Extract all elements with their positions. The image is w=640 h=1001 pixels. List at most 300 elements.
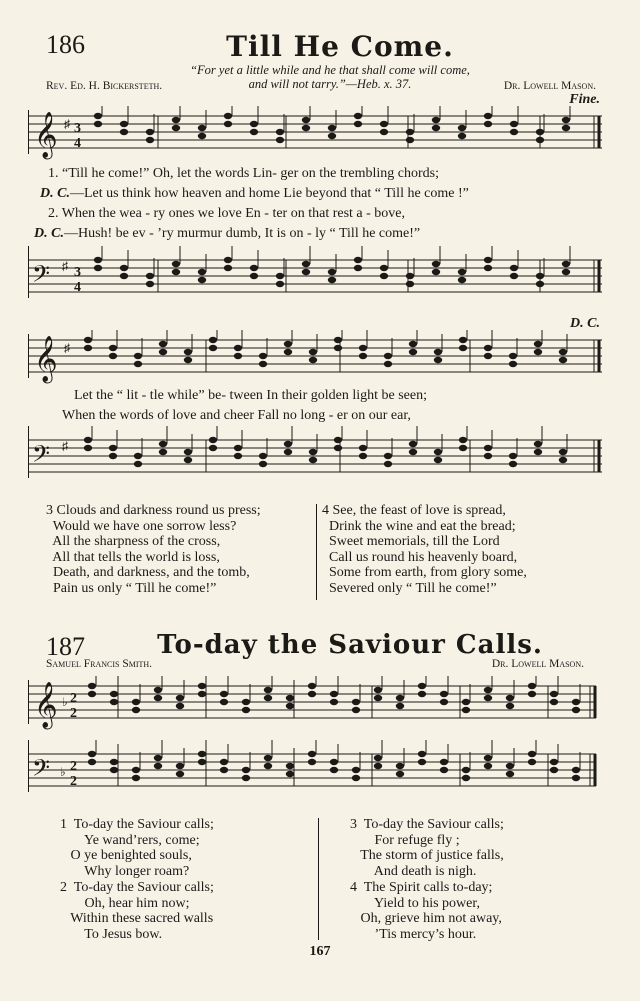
note-head [242,767,250,773]
note-head [559,449,567,455]
note-head [132,707,140,713]
note-head [334,437,342,443]
svg-text:♯: ♯ [62,259,68,273]
note-head [359,453,367,459]
note-head [462,707,470,713]
note-head [559,457,567,463]
hymn-186-lyric-line-6: When the words of love and cheer Fall no long - er on our ear, [62,408,411,423]
hymn-186-lyric-line-5: Let the “ lit - tle while” be- tween In their golden light be seen; [74,388,427,403]
note-head [109,345,117,351]
hymn-187-verse-3: 3 To-day the Saviour calls; For refuge fly ; The storm of justice falls, And death is nigh. [350,817,504,879]
note-head [134,453,142,459]
note-head [406,273,414,279]
hymn-187-treble-staff [28,676,602,736]
note-head [134,353,142,359]
note-head [440,699,448,705]
note-head [536,129,544,135]
note-head [528,751,536,757]
note-head [88,691,96,697]
note-head [110,699,118,705]
note-head [308,691,316,697]
note-head [276,273,284,279]
note-head [84,437,92,443]
note-head [334,337,342,343]
note-head [94,265,102,271]
verse-divider [316,504,317,600]
svg-text:𝄞: 𝄞 [34,682,58,728]
svg-text:𝄢: 𝄢 [32,440,51,473]
note-head [384,461,392,467]
note-head [506,695,514,701]
note-head [172,117,180,123]
note-head [536,273,544,279]
note-head [302,125,310,131]
note-head [506,703,514,709]
note-head [110,759,118,765]
note-head [550,759,558,765]
note-head [224,257,232,263]
note-head [209,445,217,451]
note-head [184,449,192,455]
hymn-187-composer: Dr. Lowell Mason. [491,658,584,670]
lyric-text: —Hush! be ev - ’ry murmur dumb, It is on - ly “ Till he come!” [63,226,421,241]
note-head [462,699,470,705]
note-head [286,763,294,769]
svg-text:𝄞: 𝄞 [34,336,58,382]
note-head [286,703,294,709]
hymn-186-epigraph-2: and will not tarry.”—Heb. x. 37. [248,77,412,91]
note-head [352,775,360,781]
note-head [484,687,492,693]
note-head [484,755,492,761]
note-head [359,345,367,351]
svg-text:𝄢: 𝄢 [32,260,51,293]
note-head [146,129,154,135]
note-head [198,691,206,697]
note-head [330,759,338,765]
note-head [198,759,206,765]
svg-text:♭: ♭ [60,765,66,779]
note-head [120,129,128,135]
note-head [159,441,167,447]
note-head [380,265,388,271]
note-head [396,763,404,769]
note-head [484,113,492,119]
note-head [120,273,128,279]
hymn-187-bass-staff [28,740,602,800]
note-head [264,695,272,701]
note-head [224,121,232,127]
note-head [559,357,567,363]
note-head [134,461,142,467]
note-head [198,269,206,275]
note-head [209,345,217,351]
note-head [354,265,362,271]
note-head [276,129,284,135]
note-head [484,353,492,359]
svg-text:♯: ♯ [64,117,70,131]
hymn-186-bass-staff-2 [28,426,602,486]
svg-text:♯: ♯ [64,341,70,355]
note-head [220,691,228,697]
lyric-text: 2. When the wea - ry ones we love En - ter on that rest a - bove, [48,206,406,221]
note-head [276,137,284,143]
note-head [409,449,417,455]
note-head [308,759,316,765]
note-head [284,341,292,347]
note-head [159,341,167,347]
note-head [434,357,442,363]
note-head [84,445,92,451]
note-head [224,265,232,271]
note-head [572,707,580,713]
note-head [484,763,492,769]
note-head [440,767,448,773]
svg-text:2: 2 [70,774,77,789]
note-head [242,775,250,781]
note-head [259,361,267,367]
note-head [534,349,542,355]
note-head [484,695,492,701]
note-head [94,257,102,263]
note-head [462,767,470,773]
note-head [418,759,426,765]
note-head [432,261,440,267]
hymn-186-lyric-line-2 [40,186,469,202]
note-head [459,337,467,343]
note-head [458,269,466,275]
note-head [146,273,154,279]
note-head [134,361,142,367]
note-head [550,699,558,705]
note-head [406,137,414,143]
note-head [154,695,162,701]
note-head [510,129,518,135]
note-head [309,449,317,455]
note-head [458,133,466,139]
note-head [572,775,580,781]
hymn-186-lyric-line-4 [34,226,420,242]
note-head [380,129,388,135]
note-head [259,461,267,467]
note-head [406,281,414,287]
note-head [176,763,184,769]
note-head [509,353,517,359]
note-head [328,269,336,275]
note-head [220,699,228,705]
note-head [484,453,492,459]
note-head [250,273,258,279]
svg-text:4: 4 [74,136,81,151]
note-head [562,261,570,267]
note-head [234,453,242,459]
note-head [510,265,518,271]
hymn-187-number: 187 [46,632,85,661]
note-head [534,341,542,347]
note-head [308,751,316,757]
note-head [418,691,426,697]
note-head [409,349,417,355]
note-head [184,457,192,463]
hymn-186-title: Till He Come. [226,30,454,63]
hymn-187-author: Samuel Francis Smith. [46,658,153,670]
note-head [352,699,360,705]
note-head [172,125,180,131]
note-head [84,345,92,351]
note-head [572,767,580,773]
hymn-186-verse-3: 3 Clouds and darkness round us press; Would we have one sorrow less? All the sharpness of the cross, All that tells the world is loss, Death, and darkness, and the tomb, Pain us only “ Till he come!” [46,503,261,596]
note-head [154,687,162,693]
note-head [250,129,258,135]
note-head [146,281,154,287]
hymn-186-lyric-line-3 [48,206,405,222]
note-head [484,445,492,451]
note-head [528,691,536,697]
note-head [330,691,338,697]
note-head [484,121,492,127]
note-head [484,345,492,351]
note-head [562,117,570,123]
note-head [184,357,192,363]
hymn-186-composer: Dr. Lowell Mason. [503,80,596,92]
note-head [572,699,580,705]
note-head [309,349,317,355]
note-head [352,707,360,713]
note-head [198,683,206,689]
svg-text:2: 2 [70,706,77,721]
note-head [234,345,242,351]
svg-text:𝄞: 𝄞 [34,112,58,158]
note-head [458,125,466,131]
note-head [250,121,258,127]
note-head [234,353,242,359]
note-head [380,121,388,127]
note-head [330,767,338,773]
note-head [176,695,184,701]
note-head [286,771,294,777]
note-head [459,445,467,451]
note-head [440,691,448,697]
note-head [132,775,140,781]
note-head [484,257,492,263]
note-head [109,353,117,359]
note-head [434,457,442,463]
fine-mark: Fine. [569,92,600,107]
note-head [562,269,570,275]
note-head [120,265,128,271]
note-head [88,683,96,689]
note-head [184,349,192,355]
note-head [109,453,117,459]
note-head [264,687,272,693]
svg-text:♯: ♯ [62,439,68,453]
note-head [536,137,544,143]
note-head [409,341,417,347]
note-head [406,129,414,135]
note-head [374,687,382,693]
hymn-186-epigraph-1: “For yet a little while and he that shall come will come, [190,63,470,77]
note-head [198,125,206,131]
note-head [354,113,362,119]
note-head [432,269,440,275]
page-number: 167 [309,944,331,959]
note-head [550,767,558,773]
note-head [459,437,467,443]
note-head [509,453,517,459]
note-head [309,357,317,363]
svg-text:4: 4 [74,280,81,295]
note-head [209,337,217,343]
note-head [250,265,258,271]
hymn-186-author: Rev. Ed. H. Bickersteth. [46,80,163,92]
hymn-186-bass-staff-1 [28,246,602,306]
note-head [94,113,102,119]
note-head [264,763,272,769]
note-head [359,445,367,451]
note-head [359,353,367,359]
note-head [309,457,317,463]
note-head [384,361,392,367]
verse-divider-187 [318,818,319,940]
note-head [328,125,336,131]
note-head [506,771,514,777]
note-head [198,133,206,139]
lyric-text: 1. “Till he come!” Oh, let the words Lin- ger on the trembling chords; [48,166,440,181]
note-head [418,751,426,757]
note-head [94,121,102,127]
svg-text:2: 2 [70,691,77,706]
note-head [84,337,92,343]
note-head [159,349,167,355]
note-head [209,437,217,443]
note-head [334,345,342,351]
svg-text:2: 2 [70,759,77,774]
note-head [384,453,392,459]
note-head [302,269,310,275]
note-head [220,759,228,765]
note-head [328,277,336,283]
note-head [132,699,140,705]
note-head [396,771,404,777]
note-head [302,117,310,123]
hymn-187-verse-1: 1 To-day the Saviour calls; Ye wand’rers, come; O ye benighted souls, Why longer roam? [60,817,214,879]
note-head [409,441,417,447]
note-head [352,767,360,773]
note-head [286,695,294,701]
note-head [224,113,232,119]
note-head [234,445,242,451]
note-head [374,755,382,761]
note-head [510,121,518,127]
hymn-186-verse-4: 4 See, the feast of love is spread, Drink the wine and eat the bread; Sweet memorials, till the Lord Call us round his heavenly board, Some from earth, from glory some, Severed only “ Till he come!” [322,503,527,596]
note-head [172,261,180,267]
note-head [242,707,250,713]
note-head [172,269,180,275]
note-head [506,763,514,769]
note-head [534,449,542,455]
note-head [536,281,544,287]
note-head [132,767,140,773]
note-head [528,759,536,765]
note-head [510,273,518,279]
note-head [259,353,267,359]
note-head [550,691,558,697]
note-head [528,683,536,689]
note-head [154,755,162,761]
note-head [562,125,570,131]
note-head [284,441,292,447]
note-head [459,345,467,351]
note-head [284,449,292,455]
note-head [159,449,167,455]
note-head [374,695,382,701]
hymn-187-verse-2: 2 To-day the Saviour calls; Oh, hear him now; Within these sacred walls To Jesus bow. [60,880,214,942]
note-head [418,683,426,689]
lyric-prefix: D. C. [34,226,64,241]
note-head [176,771,184,777]
note-head [110,767,118,773]
note-head [284,349,292,355]
lyric-prefix: D. C. [40,186,70,201]
lyric-text: —Let us think how heaven and home Lie beyond that “ Till he come !” [69,186,469,201]
note-head [120,121,128,127]
note-head [534,441,542,447]
note-head [264,755,272,761]
note-head [432,117,440,123]
note-head [302,261,310,267]
note-head [109,445,117,451]
note-head [458,277,466,283]
note-head [432,125,440,131]
svg-text:3: 3 [74,265,81,280]
note-head [440,759,448,765]
note-head [434,449,442,455]
note-head [259,453,267,459]
note-head [154,763,162,769]
note-head [384,353,392,359]
note-head [396,695,404,701]
note-head [88,751,96,757]
note-head [198,751,206,757]
note-head [176,703,184,709]
note-head [462,775,470,781]
dc-mark: D. C. [570,316,600,331]
note-head [354,257,362,263]
svg-text:♭: ♭ [62,695,68,709]
note-head [509,461,517,467]
note-head [110,691,118,697]
note-head [396,703,404,709]
svg-text:𝄢: 𝄢 [32,754,51,787]
hymn-186-number: 186 [46,30,85,59]
hymn-186-lyric-line-1 [48,166,439,182]
note-head [509,361,517,367]
svg-text:3: 3 [74,121,81,136]
note-head [146,137,154,143]
hymn-187-verse-4: 4 The Spirit calls to-day; Yield to his power, Oh, grieve him not away, ’Tis mercy’s hour. [350,880,502,942]
note-head [434,349,442,355]
hymn-186-treble-staff-2 [28,330,602,390]
note-head [198,277,206,283]
note-head [330,699,338,705]
hymn-186-treble-staff-1 [28,106,602,166]
note-head [380,273,388,279]
note-head [276,281,284,287]
note-head [328,133,336,139]
note-head [220,767,228,773]
note-head [88,759,96,765]
note-head [334,445,342,451]
